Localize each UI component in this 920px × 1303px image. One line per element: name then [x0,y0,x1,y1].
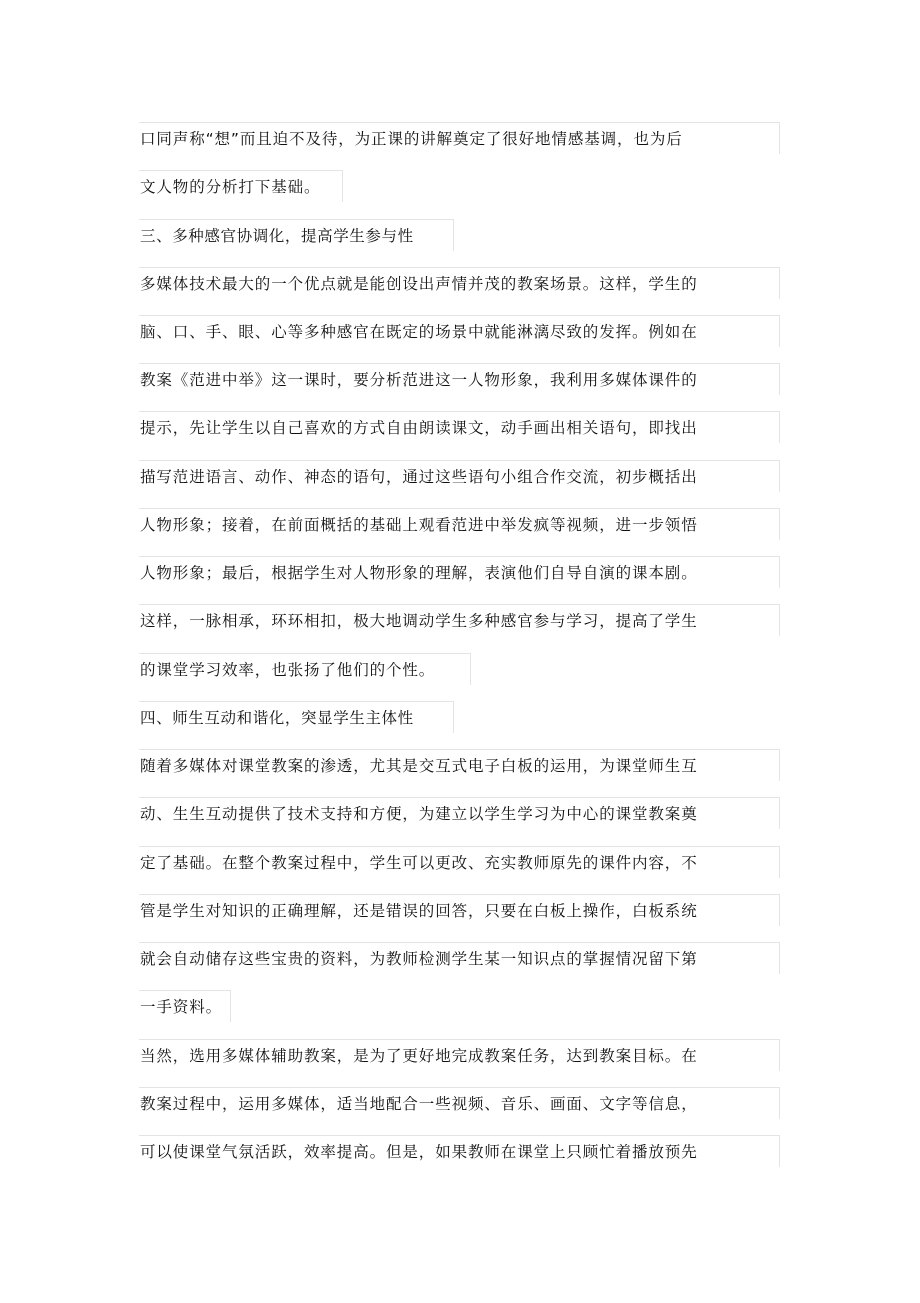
text-line: 教案《范进中举》这一课时，要分析范进这一人物形象，我利用多媒体课件的 [139,363,780,395]
text-line: 定了基础。在整个教案过程中，学生可以更改、充实教师原先的课件内容，不 [139,846,780,878]
text-line: 多媒体技术最大的一个优点就是能创设出声情并茂的教案场景。这样，学生的 [139,267,780,299]
text-line: 随着多媒体对课堂教案的渗透，尤其是交互式电子白板的运用，为课堂师生互 [139,749,780,781]
text-line: 描写范进语言、动作、神态的语句，通过这些语句小组合作交流，初步概括出 [139,460,780,492]
text-line: 这样，一脉相承，环环相扣，极大地调动学生多种感官参与学习，提高了学生 [139,604,780,636]
text-line: 文人物的分析打下基础。 [139,170,343,202]
text-line: 就会自动储存这些宝贵的资料，为教师检测学生某一知识点的掌握情况留下第 [139,942,780,974]
text-line: 当然，选用多媒体辅助教案，是为了更好地完成教案任务，达到教案目标。在 [139,1039,780,1071]
text-line: 人物形象；接着，在前面概括的基础上观看范进中举发疯等视频，进一步领悟 [139,508,780,540]
text-line: 一手资料。 [139,990,231,1022]
text-line: 可以使课堂气氛活跃，效率提高。但是，如果教师在课堂上只顾忙着播放预先 [139,1135,780,1167]
text-line: 脑、口、手、眼、心等多种感官在既定的场景中就能淋漓尽致的发挥。例如在 [139,315,780,347]
text-line: 教案过程中，运用多媒体，适当地配合一些视频、音乐、画面、文字等信息， [139,1087,780,1119]
text-line: 口同声称“想”而且迫不及待，为正课的讲解奠定了很好地情感基调，也为后 [139,122,780,154]
text-line: 人物形象；最后，根据学生对人物形象的理解，表演他们自导自演的课本剧。 [139,556,780,588]
text-line: 的课堂学习效率，也张扬了他们的个性。 [139,653,471,685]
text-line: 管是学生对知识的正确理解，还是错误的回答，只要在白板上操作，白板系统 [139,894,780,926]
section-heading: 三、多种感官协调化，提高学生参与性 [139,219,454,251]
text-line: 提示，先让学生以自己喜欢的方式自由朗读课文，动手画出相关语句，即找出 [139,411,780,443]
text-line: 动、生生互动提供了技术支持和方便，为建立以学生学习为中心的课堂教案奠 [139,797,780,829]
section-heading: 四、师生互动和谐化，突显学生主体性 [139,701,454,733]
